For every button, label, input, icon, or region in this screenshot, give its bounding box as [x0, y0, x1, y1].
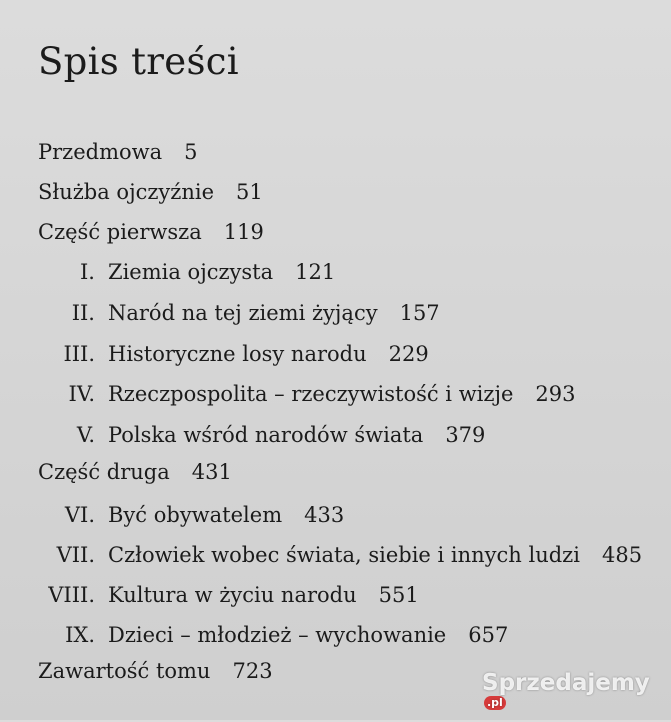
- toc-entry-title: Historyczne losy narodu: [108, 342, 367, 366]
- chapter-number: VII.: [56, 543, 95, 567]
- chapter-number: IV.: [68, 382, 95, 406]
- toc-entry-page: 119: [223, 220, 264, 244]
- page-title: Spis treści: [38, 40, 239, 83]
- toc-entry-page: 229: [388, 342, 429, 366]
- chapter-number: II.: [71, 301, 95, 325]
- toc-entry-title: Naród na tej ziemi żyjący: [108, 301, 378, 325]
- toc-entry: [38, 176, 263, 208]
- toc-entry-page: 5: [184, 140, 198, 164]
- watermark-domain-badge: .pl: [484, 696, 506, 710]
- toc-entry-page: 121: [295, 260, 336, 284]
- toc-entry-title: Rzeczpospolita – rzeczywistość i wizje: [108, 382, 514, 406]
- toc-entry-title: Ziemia ojczysta: [108, 260, 274, 284]
- toc-entry: [0, 256, 335, 288]
- toc-entry-title: Kultura w życiu narodu: [108, 583, 357, 607]
- toc-entry: [0, 619, 508, 651]
- toc-entry-page: 51: [236, 180, 263, 204]
- toc-entry-page: 293: [535, 382, 576, 406]
- toc-entry-page: 485: [601, 543, 643, 567]
- toc-entry-title: Przedmowa: [38, 140, 163, 164]
- toc-entry: [0, 378, 575, 410]
- toc-entry: [0, 579, 419, 611]
- toc-entry: [0, 539, 642, 571]
- toc-entry-page: 723: [232, 659, 273, 683]
- toc-entry-page: 551: [378, 583, 419, 607]
- watermark-logo: [482, 670, 671, 722]
- toc-entry-title: Być obywatelem: [108, 503, 283, 527]
- toc-entry-page: 433: [304, 503, 345, 527]
- toc-entry: [0, 419, 485, 451]
- toc-entry: [38, 136, 198, 168]
- chapter-number: VI.: [64, 503, 95, 527]
- chapter-number: V.: [76, 423, 95, 447]
- toc-entry: [38, 456, 232, 488]
- toc-entry-title: Część pierwsza: [38, 220, 202, 244]
- toc-entry: [38, 216, 264, 248]
- toc-entry-title: Służba ojczyźnie: [38, 180, 214, 204]
- toc-entry-title: Człowiek wobec świata, siebie i innych ludzi: [108, 543, 580, 567]
- toc-entry: [0, 338, 429, 370]
- toc-entry: [0, 297, 440, 329]
- toc-entry: [0, 499, 344, 531]
- toc-entry-title: Zawartość tomu: [38, 659, 211, 683]
- toc-entry-page: 431: [191, 460, 232, 484]
- chapter-number: VIII.: [48, 583, 95, 607]
- chapter-number: III.: [63, 342, 95, 366]
- toc-entry-page: 157: [399, 301, 440, 325]
- watermark-text: Sprzedajemy: [482, 670, 650, 696]
- toc-entry-page: 379: [445, 423, 486, 447]
- toc-entry-page: 657: [468, 623, 509, 647]
- toc-entry: [38, 655, 273, 687]
- toc-entry-title: Polska wśród narodów świata: [108, 423, 424, 447]
- chapter-number: I.: [80, 260, 95, 284]
- toc-entry-title: Część druga: [38, 460, 170, 484]
- chapter-number: IX.: [65, 623, 95, 647]
- toc-entry-title: Dzieci – młodzież – wychowanie: [108, 623, 447, 647]
